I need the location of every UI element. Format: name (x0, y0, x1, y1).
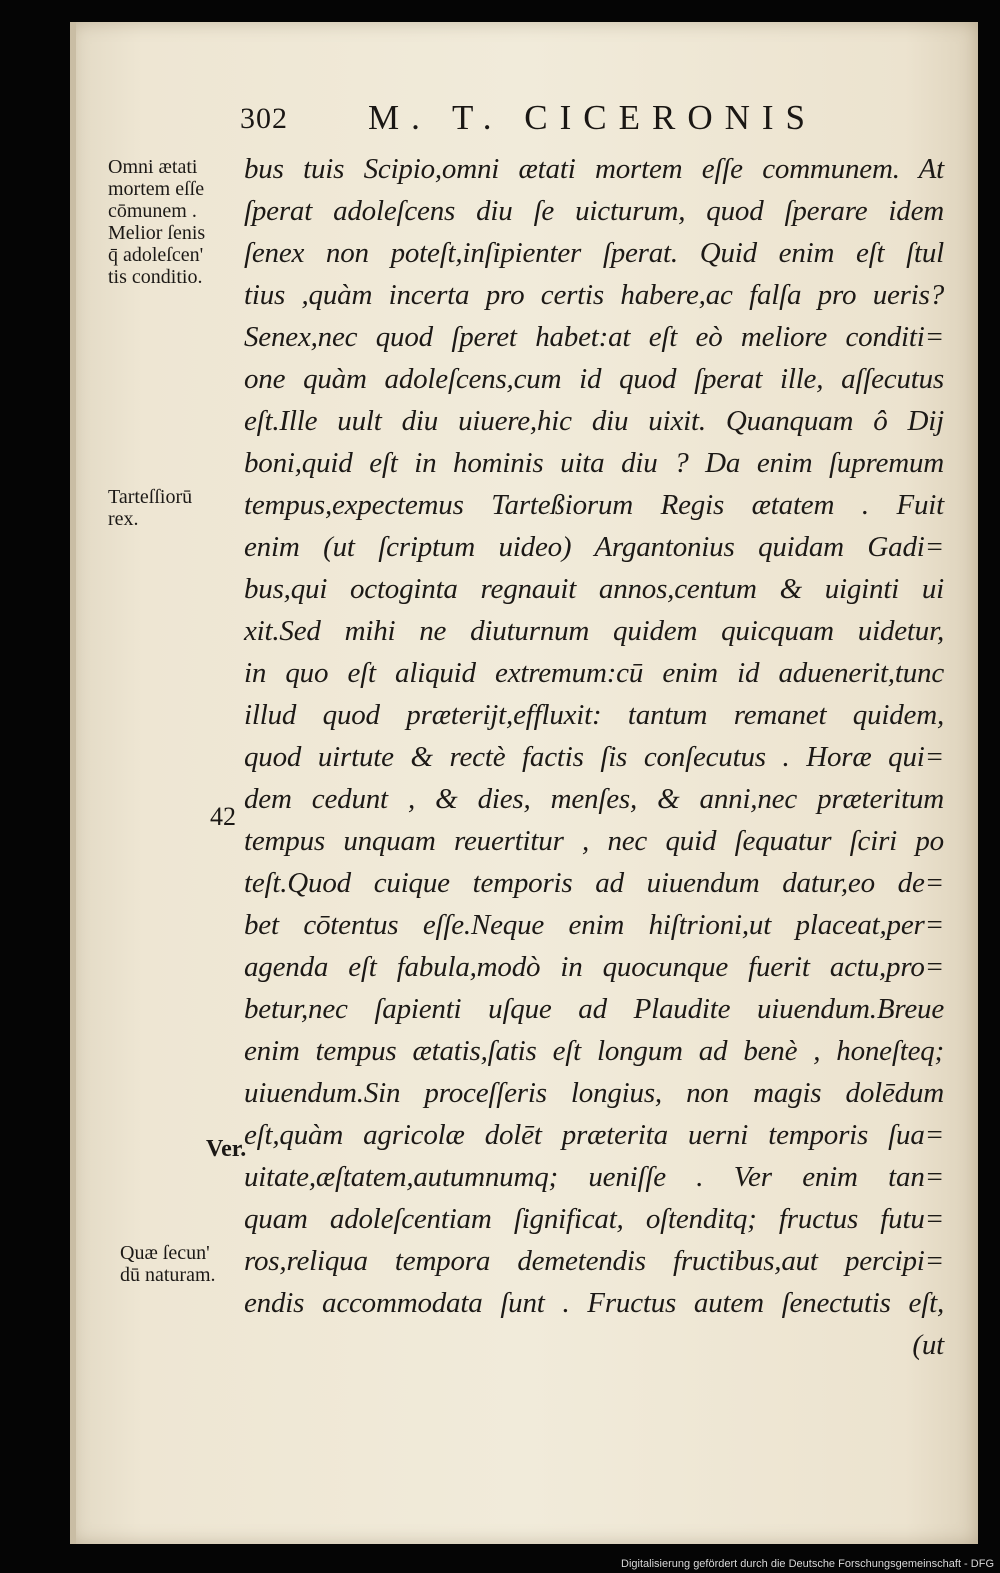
text-line: tius ,quàm incerta pro certis habere,ac falſa pro ueris? (244, 279, 944, 311)
text-line: agenda eſt fabula,modò in quocunque fuerit actu,pro= (244, 951, 944, 983)
text-line: xit.Sed mihi ne diuturnum quidem quicquam uidetur, (244, 615, 944, 647)
text-line: teſt.Quod cuique temporis ad uiuendum datur,eo de= (244, 867, 944, 899)
text-line: enim tempus ætatis,ſatis eſt longum ad benè , honeſteq; (244, 1035, 944, 1067)
text-line: uitate,æſtatem,autumnumq; ueniſſe . Ver enim tan= (244, 1161, 944, 1193)
text-line: enim (ut ſcriptum uideo) Argantonius quidam Gadi= (244, 531, 944, 563)
text-line: in quo eſt aliquid extremum:cū enim id aduenerit,tunc (244, 657, 944, 689)
margin-note: Quæ ſecun' dū naturam. (120, 1242, 216, 1286)
text-line: quam adoleſcentiam ſignificat, oſtenditq; fructus futu= (244, 1203, 944, 1235)
section-number: 42 (210, 802, 236, 831)
text-line: betur,nec ſapienti uſque ad Plaudite uiuendum.Breue (244, 993, 944, 1025)
text-line: eſt.Ille uult diu uiuere,hic diu uixit. Quanquam ô Dij (244, 405, 944, 437)
catchword: (ut (912, 1329, 944, 1361)
text-line: bus tuis Scipio,omni ætati mortem eſſe communem. At (244, 153, 944, 185)
text-line: Senex,nec quod ſperet habet:at eſt eò meliore conditi= (244, 321, 944, 353)
page-number: 302 (240, 102, 288, 135)
text-line: illud quod præterijt,effluxit: tantum remanet quidem, (244, 699, 944, 731)
text-line: ſenex non poteſt,inſipienter ſperat. Quid enim eſt ſtul (244, 237, 944, 269)
text-line: tempus unquam reuertitur , nec quid ſequatur ſciri po (244, 825, 944, 857)
text-line: eſt,quàm agricolæ dolēt præterita uerni temporis ſua= (244, 1119, 944, 1151)
text-line: uiuendum.Sin proceſſeris longius, non magis dolēdum (244, 1077, 944, 1109)
text-line: one quàm adoleſcens,cum id quod ſperat ille, aſſecutus (244, 363, 944, 395)
text-line: tempus,expectemus Tarteßiorum Regis ætatem . Fuit (244, 489, 944, 521)
digitization-credit: Digitalisierung gefördert durch die Deutsche Forschungsgemeinschaft - DFG (621, 1558, 994, 1570)
running-head: M. T. CICERONIS (368, 98, 818, 137)
margin-note: Ver. (206, 1136, 247, 1162)
main-text (244, 148, 944, 1366)
text-line: bus,qui octoginta regnauit annos,centum & uiginti ui (244, 573, 944, 605)
page-edge (70, 22, 76, 1544)
margin-note: Tarteſſiorū rex. (108, 486, 193, 530)
text-line: quod uirtute & rectè factis ſis conſecutus . Horæ qui= (244, 741, 944, 773)
text-line: bet cōtentus eſſe.Neque enim hiſtrioni,ut placeat,per= (244, 909, 944, 941)
text-line: ros,reliqua tempora demetendis fructibus,aut percipi= (244, 1245, 944, 1277)
text-line: endis accommodata ſunt . Fructus autem ſenectutis eſt, (244, 1287, 944, 1319)
margin-note: Omni ætati mortem eſſe cōmunem . Melior ſenis q̄ adoleſcen' tis conditio. (108, 156, 206, 288)
text-line: boni,quid eſt in hominis uita diu ? Da enim ſupremum (244, 447, 944, 479)
text-line: ſperat adoleſcens diu ſe uicturum, quod ſperare idem (244, 195, 944, 227)
text-line: dem cedunt , & dies, menſes, & anni,nec præteritum (244, 783, 944, 815)
page-header (0, 98, 1000, 148)
